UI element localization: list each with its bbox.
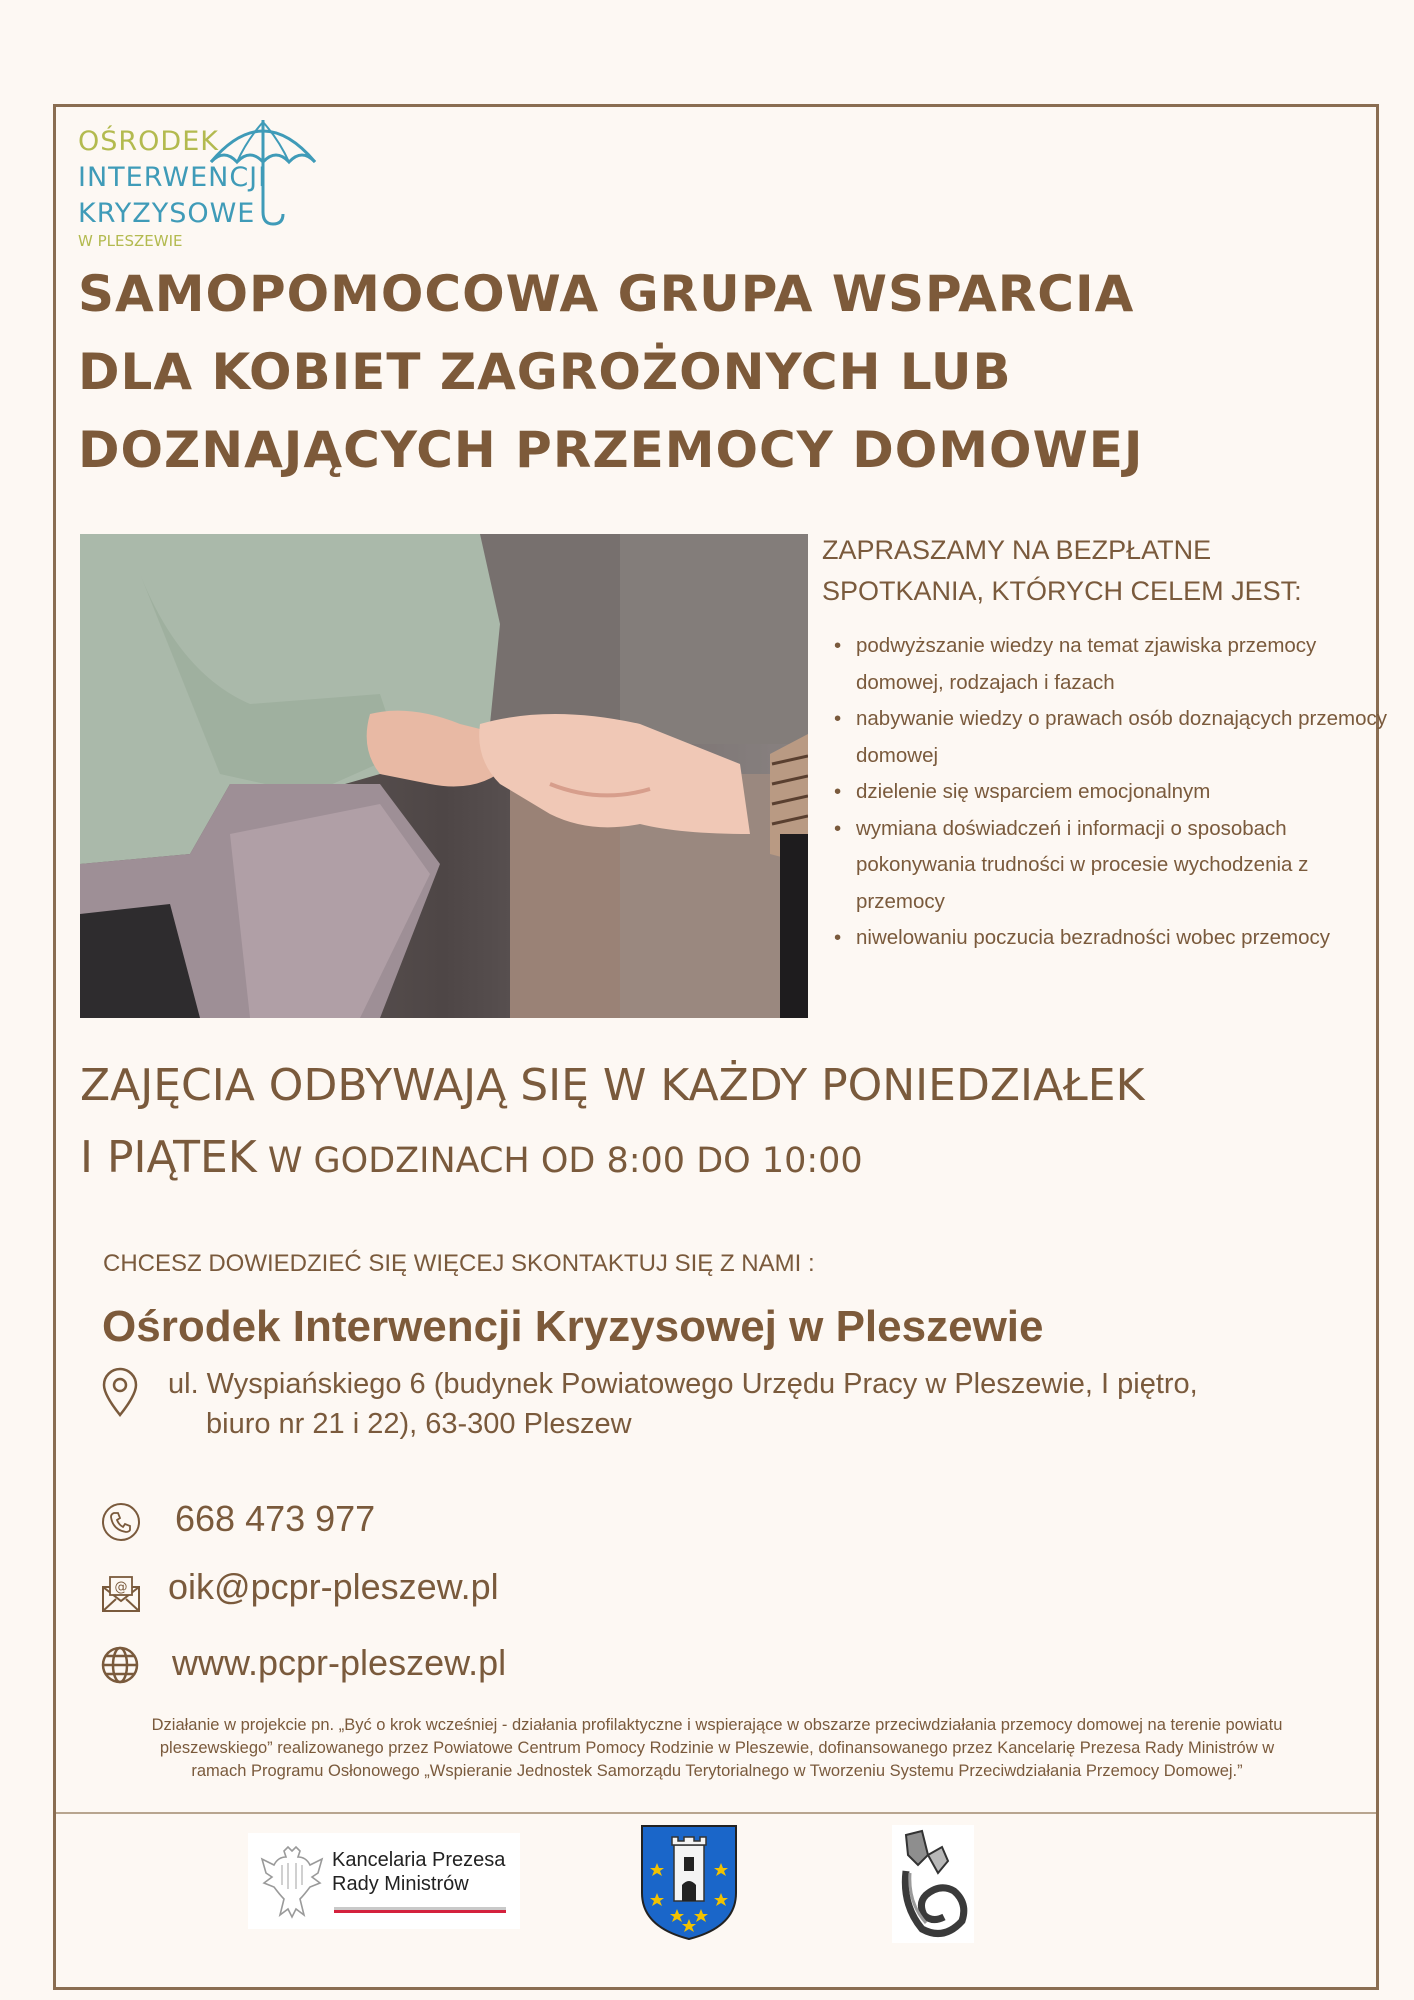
svg-text:@: @	[114, 1580, 128, 1595]
location-pin-icon	[100, 1367, 140, 1419]
schedule-days: I PIĄTEK	[80, 1132, 257, 1183]
globe-icon	[100, 1645, 140, 1685]
funding-line-3: ramach Programu Osłonowego „Wspieranie Jednostek Samorządu Terytorialnego w Tworzeniu Systemu Przeciwdziałania Przemocy Domowej.”	[191, 1762, 1243, 1780]
intro-text	[822, 530, 1362, 612]
flag-bar-red	[334, 1910, 506, 1913]
funding-line-2: pleszewskiego” realizowanego przez Powiatowe Centrum Pomocy Rodzinie w Pleszewie, dofinansowanego przez Kancelarię Prezesa Rady Ministrów w	[159, 1739, 1275, 1757]
intro-line-1: ZAPRASZAMY NA BEZPŁATNE	[822, 535, 1212, 565]
headline-line-1: SAMOPOMOCOWA GRUPA WSPARCIA	[78, 265, 1135, 323]
email-icon	[100, 1575, 142, 1613]
address	[168, 1364, 1328, 1444]
goals-list	[822, 628, 1396, 957]
headline	[78, 255, 1358, 489]
logo-line-3: KRYZYSOWE	[78, 198, 256, 229]
logo-line-2: INTERWENCJI	[78, 162, 268, 193]
headline-line-2: DLA KOBIET ZAGROŻONYCH LUB	[78, 343, 1012, 401]
schedule	[80, 1050, 1360, 1197]
headline-line-3: DOZNAJĄCYCH PRZEMOCY DOMOWEJ	[78, 421, 1144, 479]
website-link[interactable]: www.pcpr-pleszew.pl	[172, 1642, 507, 1683]
phone-icon	[101, 1502, 141, 1542]
logo-line-1: OŚRODEK	[78, 126, 219, 157]
schedule-line-2	[80, 1122, 1360, 1197]
kprm-line-1: Kancelaria Prezesa	[332, 1849, 506, 1871]
umbrella-icon	[203, 116, 323, 228]
phone-number[interactable]: 668 473 977	[175, 1498, 376, 1539]
address-line-1: ul. Wyspiańskiego 6 (budynek Powiatowego Urzędu Pracy w Pleszewie, I piętro,	[168, 1368, 1198, 1400]
email-link[interactable]: oik@pcpr-pleszew.pl	[168, 1566, 499, 1607]
address-line-2: biuro nr 21 i 22), 63-300 Pleszew	[206, 1408, 632, 1440]
funding-line-1: Działanie w projekcie pn. „Być o krok wcześniej - działania profilaktyczne i wspierające w obszarze przeciwdziałania przemocy domowej na terenie powiatu	[151, 1716, 1283, 1734]
list-item: • podwyższanie wiedzy na temat zjawiska przemocy domowej, rodzajach i fazach	[856, 628, 1396, 701]
intro-line-2: SPOTKANIA, KTÓRYCH CELEM JEST:	[822, 576, 1302, 606]
kprm-line-2: Rady Ministrów	[332, 1873, 469, 1895]
list-item: • niwelowaniu poczucia bezradności wobec przemocy	[856, 920, 1396, 957]
list-item: • dzielenie się wsparciem emocjonalnym	[856, 774, 1396, 811]
schedule-line-1: ZAJĘCIA ODBYWAJĄ SIĘ W KAŻDY PONIEDZIAŁEK	[80, 1060, 1145, 1111]
coat-of-arms-icon	[639, 1823, 739, 1941]
list-item: • wymiana doświadczeń i informacji o sposobach pokonywania trudności w procesie wychodzenia z przemocy	[856, 811, 1396, 921]
kprm-logo	[248, 1833, 520, 1929]
funding-note	[60, 1714, 1374, 1783]
schedule-hours: W GODZINACH OD 8:00 DO 10:00	[256, 1141, 863, 1181]
org-name: Ośrodek Interwencji Kryzysowej w Pleszewie	[102, 1302, 1044, 1351]
county-logo-icon	[892, 1825, 974, 1943]
footer-divider	[56, 1812, 1376, 1814]
hands-photo	[80, 534, 808, 1018]
oik-logo	[78, 118, 328, 248]
eagle-emblem-icon	[260, 1843, 324, 1921]
list-item: • nabywanie wiedzy o prawach osób doznających przemocy domowej	[856, 701, 1396, 774]
contact-cta: CHCESZ DOWIEDZIEĆ SIĘ WIĘCEJ SKONTAKTUJ SIĘ Z NAMI :	[103, 1250, 815, 1277]
logo-line-4: W PLESZEWIE	[78, 232, 183, 250]
